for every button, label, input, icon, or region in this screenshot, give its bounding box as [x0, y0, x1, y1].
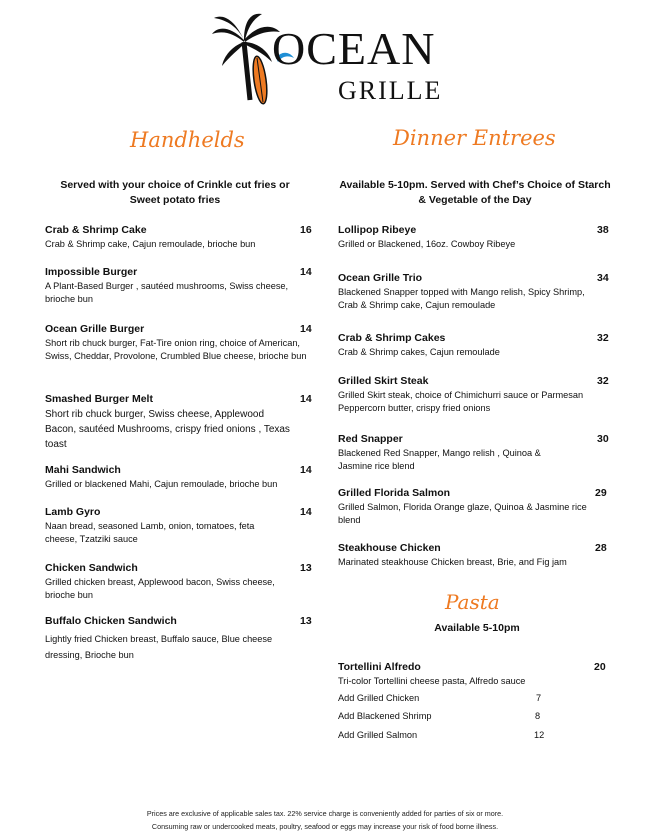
- item-price: 28: [595, 542, 607, 554]
- menu-item: [338, 374, 608, 415]
- menu-item: [45, 505, 312, 546]
- pasta-title: Pasta: [445, 590, 500, 614]
- item-price: 13: [300, 562, 312, 574]
- addon-label: Add Blackened Shrimp: [338, 711, 432, 721]
- item-description: Short rib chuck burger, Fat-Tire onion ring, choice of American, Swiss, Cheddar, Provolone, Crumbled Blue cheese, brioche bun: [45, 338, 307, 361]
- item-price: 29: [595, 487, 607, 499]
- item-description: Grilled Salmon, Florida Orange glaze, Quinoa & Jasmine rice blend: [338, 502, 587, 525]
- item-price: 32: [597, 375, 609, 387]
- menu-item: [338, 331, 609, 359]
- item-name: Buffalo Chicken Sandwich: [45, 615, 177, 627]
- ocean-grille-logo: [210, 12, 450, 107]
- addon-price: 7: [536, 693, 542, 703]
- item-description: Short rib chuck burger, Swiss cheese, Applewood Bacon, sautéed Mushrooms, crispy fried onions , Texas toast: [45, 409, 290, 450]
- dinner-entrees-title: Dinner Entrees: [393, 126, 556, 150]
- item-price: 14: [300, 464, 312, 476]
- pasta-addon: [338, 710, 558, 723]
- item-price: 14: [300, 323, 312, 335]
- menu-item: [338, 660, 606, 688]
- handhelds-note: Served with your choice of Crinkle cut fries or Sweet potato fries: [60, 179, 290, 206]
- item-price: 30: [597, 433, 609, 445]
- item-description: Marinated steakhouse Chicken breast, Brie, and Fig jam: [338, 557, 567, 567]
- pasta-addon: [338, 692, 558, 705]
- item-price: 32: [597, 332, 609, 344]
- item-name: Lamb Gyro: [45, 506, 101, 518]
- item-name: Ocean Grille Burger: [45, 323, 145, 335]
- item-name: Smashed Burger Melt: [45, 393, 153, 405]
- item-name: Crab & Shrimp Cakes: [338, 332, 446, 344]
- addon-label: Add Grilled Chicken: [338, 693, 420, 703]
- menu-item: [45, 392, 312, 452]
- item-price: 20: [594, 661, 606, 673]
- menu-item: [338, 432, 609, 473]
- menu-item: [45, 614, 312, 663]
- footer-tax-note: Prices are exclusive of applicable sales tax. 22% service charge is conveniently added for parties of six or more.: [146, 809, 504, 818]
- menu-item: [45, 322, 317, 363]
- menu-item: [338, 271, 609, 312]
- addon-price: 12: [534, 730, 545, 740]
- item-description: Crab & Shrimp cake, Cajun remoulade, brioche bun: [45, 239, 256, 249]
- item-description: A Plant-Based Burger , sautéed mushrooms, Swiss cheese, brioche bun: [45, 281, 289, 304]
- item-price: 14: [300, 266, 312, 278]
- menu-item: [45, 223, 315, 251]
- menu-item: [45, 561, 312, 602]
- item-price: 13: [300, 615, 312, 627]
- item-description: Grilled Skirt steak, choice of Chimichurri sauce or Parmesan Peppercorn butter, crispy fried onions: [338, 390, 584, 413]
- item-name: Crab & Shrimp Cake: [45, 224, 147, 236]
- item-description: Grilled or blackened Mahi, Cajun remoulade, brioche bun: [45, 479, 278, 489]
- footer-health-warning: Consuming raw or undercooked meats, poultry, seafood or eggs may increase your risk of food borne illness.: [151, 822, 499, 831]
- item-description: Blackened Red Snapper, Mango relish , Quinoa & Jasmine rice blend: [338, 448, 541, 471]
- item-price: 14: [300, 506, 312, 518]
- item-description: Tri-color Tortellini cheese pasta, Alfredo sauce: [338, 676, 526, 686]
- item-price: 14: [300, 393, 312, 405]
- item-name: Steakhouse Chicken: [338, 542, 441, 554]
- addon-price: 8: [535, 711, 541, 721]
- item-description: Grilled chicken breast, Applewood bacon, Swiss cheese, brioche bun: [45, 577, 275, 600]
- item-description: Crab & Shrimp cakes, Cajun remoulade: [338, 347, 500, 357]
- item-description: Lightly fried Chicken breast, Buffalo sauce, Blue cheese dressing, Brioche bun: [45, 634, 273, 660]
- item-price: 38: [597, 224, 609, 236]
- menu-item: [338, 486, 607, 527]
- item-name: Grilled Florida Salmon: [338, 487, 451, 499]
- item-name: Impossible Burger: [45, 266, 138, 278]
- item-price: 16: [300, 224, 312, 236]
- menu-item: [45, 265, 312, 306]
- menu-item: [338, 223, 609, 251]
- handhelds-title: Handhelds: [130, 128, 245, 152]
- item-description: Naan bread, seasoned Lamb, onion, tomatoes, feta cheese, Tzatziki sauce: [45, 521, 255, 544]
- item-name: Ocean Grille Trio: [338, 272, 423, 284]
- logo-wordmark: OCEAN: [272, 23, 436, 74]
- item-description: Blackened Snapper topped with Mango relish, Spicy Shrimp, Crab & Shrimp cake, Cajun remoulade: [338, 287, 585, 310]
- addon-label: Add Grilled Salmon: [338, 730, 418, 740]
- item-name: Chicken Sandwich: [45, 562, 138, 574]
- entrees-note: Available 5-10pm. Served with Chef’s Choice of Starch & Vegetable of the Day: [339, 179, 611, 206]
- item-name: Grilled Skirt Steak: [338, 375, 429, 387]
- menu-item: [45, 463, 315, 491]
- logo-subtitle: GRILLE: [338, 76, 443, 105]
- pasta-note: Available 5-10pm: [434, 622, 520, 634]
- item-name: Mahi Sandwich: [45, 464, 121, 476]
- item-price: 34: [597, 272, 609, 284]
- item-name: Red Snapper: [338, 433, 403, 445]
- item-name: Lollipop Ribeye: [338, 224, 417, 236]
- item-name: Tortellini Alfredo: [338, 661, 421, 673]
- item-description: Grilled or Blackened, 16oz. Cowboy Ribeye: [338, 239, 516, 249]
- pasta-addon: [338, 729, 558, 742]
- menu-item: [338, 541, 607, 569]
